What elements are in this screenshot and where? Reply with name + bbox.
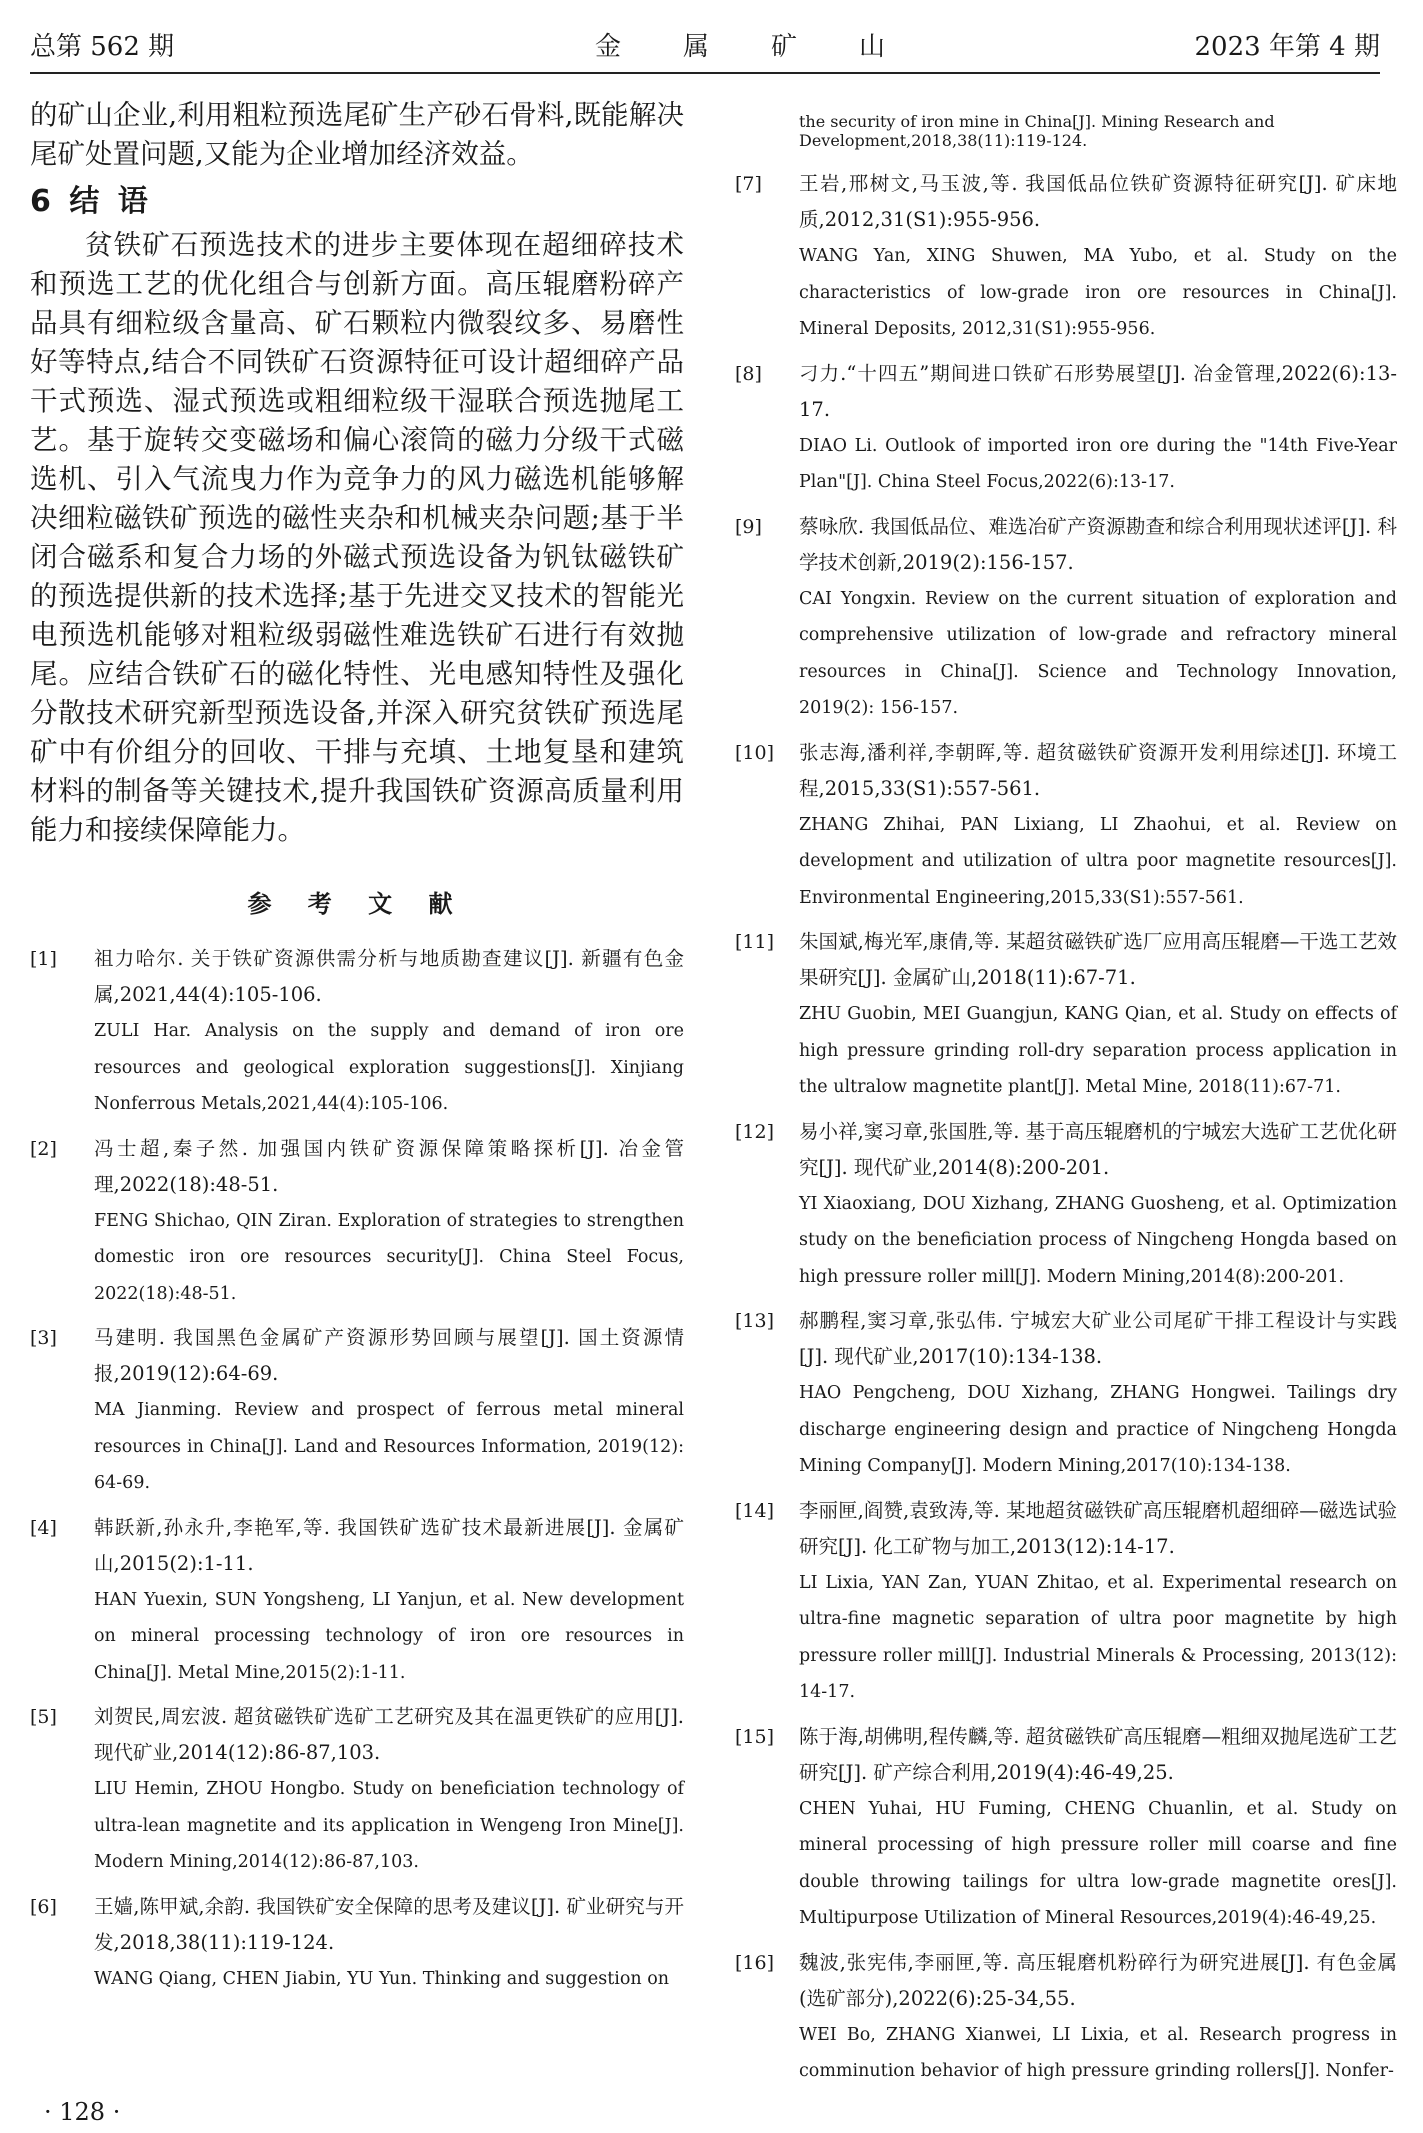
reference-zh: 王嫱,陈甲斌,余韵. 我国铁矿安全保障的思考及建议[J]. 矿业研究与开发,2018,38(11):119-124. [94, 1894, 684, 1954]
reference-item [30, 1131, 684, 1313]
reference-en: HAO Pengcheng, DOU Xizhang, ZHANG Hongwei. Tailings dry discharge engineering design and practice of Ningcheng Hongda Mining Company[J]. Modern Mining,2017(10):134-138. [799, 1383, 1397, 1476]
reference-en: WANG Qiang, CHEN Jiabin, YU Yun. Thinking and suggestion on [94, 1968, 670, 1989]
reference-number: [15] [735, 1725, 775, 1748]
reference-en: CHEN Yuhai, HU Fuming, CHENG Chuanlin, et al. Study on mineral processing of high pressure roller mill coarse and fine double throwing tailings for ultra low-grade magnetite ores[J]. Multipurpose Utilization of Mineral Resources,2019(4):46-49,25. [799, 1798, 1397, 1928]
reference-item [30, 941, 684, 1123]
reference-en: the security of iron mine in China[J]. Mining Research and Development,2018,38(11):119-124. [799, 112, 1275, 150]
left-column [30, 96, 684, 2005]
reference-en: ZHANG Zhihai, PAN Lixiang, LI Zhaohui, et al. Review on development and utilization of ultra poor magnetite resources[J]. Environmental Engineering,2015,33(S1):557-561. [799, 814, 1397, 908]
reference-number: [10] [735, 741, 775, 764]
reference-number: [11] [735, 931, 775, 953]
section-title: 6 结 语 [30, 184, 152, 219]
reference-number: [6] [30, 1895, 57, 1918]
reference-number: [1] [30, 948, 57, 970]
reference-number: [16] [735, 1951, 775, 1974]
reference-en: WANG Yan, XING Shuwen, MA Yubo, et al. Study on the characteristics of low-grade iron ore resources in China[J]. Mineral Deposits, 2012,31(S1):955-956. [799, 246, 1397, 339]
reference-item [735, 166, 1397, 348]
reference-zh: 朱国斌,梅光军,康倩,等. 某超贫磁铁矿选厂应用高压辊磨—干选工艺效果研究[J]. 金属矿山,2018(11):67-71. [799, 930, 1397, 989]
reference-number: [14] [735, 1499, 775, 1522]
reference-item [735, 1493, 1397, 1711]
reference-zh: 王岩,邢树文,马玉波,等. 我国低品位铁矿资源特征研究[J]. 矿床地质,2012,31(S1):955-956. [799, 172, 1397, 231]
reference-item [735, 1719, 1397, 1937]
reference-zh: 张志海,潘利祥,李朝晖,等. 超贫磁铁矿资源开发利用综述[J]. 环境工程,2015,33(S1):557-561. [799, 740, 1397, 800]
reference-number: [9] [735, 515, 762, 538]
reference-number: [3] [30, 1327, 57, 1349]
reference-zh: 易小祥,窦习章,张国胜,等. 基于高压辊磨机的宁城宏大选矿工艺优化研究[J]. 现代矿业,2014(8):200-201. [799, 1119, 1397, 1179]
header-rule [30, 72, 1380, 74]
reference-zh: 刁力.“十四五”期间进口铁矿石形势展望[J]. 冶金管理,2022(6):13-17. [799, 361, 1397, 421]
reference-item [30, 1320, 684, 1502]
reference-list-left [30, 941, 684, 1997]
reference-zh: 陈于海,胡佛明,程传麟,等. 超贫磁铁矿高压辊磨—粗细双抛尾选矿工艺研究[J]. 矿产综合利用,2019(4):46-49,25. [799, 1724, 1397, 1784]
reference-zh: 郝鹏程,窦习章,张弘伟. 宁城宏大矿业公司尾矿干排工程设计与实践[J]. 现代矿业,2017(10):134-138. [799, 1309, 1397, 1368]
reference-zh: 祖力哈尔. 关于铁矿资源供需分析与地质勘查建议[J]. 新疆有色金属,2021,44(4):105-106. [94, 947, 684, 1006]
conclusion-paragraph: 贫铁矿石预选技术的进步主要体现在超细碎技术和预选工艺的优化组合与创新方面。高压辊磨粉碎产品具有细粒级含量高、矿石颗粒内微裂纹多、易磨性好等特点,结合不同铁矿石资源特征可设计超细碎产品干式预选、湿式预选或粗细粒级干湿联合预选抛尾工艺。基于旋转交变磁场和偏心滚筒的磁力分级干式磁选机、引入气流曳力作为竞争力的风力磁选机能够解决细粒磁铁矿预选的磁性夹杂和机械夹杂问题;基于半闭合磁系和复合力场的外磁式预选设备为钒钛磁铁矿的预选提供新的技术选择;基于先进交叉技术的智能光电预选机能够对粗粒级弱磁性难选铁矿石进行有效抛尾。应结合铁矿石的磁化特性、光电感知特性及强化分散技术研究新型预选设备,并深入研究贫铁矿预选尾矿中有价组分的回收、干排与充填、土地复垦和建筑材料的制备等关键技术,提升我国铁矿资源高质量利用能力和接续保障能力。 [30, 229, 684, 846]
reference-number: [12] [735, 1120, 775, 1143]
reference-en: MA Jianming. Review and prospect of ferrous metal mineral resources in China[J]. Land and Resources Information, 2019(12): 64-69. [94, 1400, 684, 1493]
reference-en: WEI Bo, ZHANG Xianwei, LI Lixia, et al. Research progress in comminution behavior of high pressure grinding rollers[J]. Nonfer- [799, 2024, 1397, 2081]
reference-zh: 冯士超,秦子然. 加强国内铁矿资源保障策略探析[J]. 冶金管理,2022(18):48-51. [94, 1136, 684, 1196]
reference-en: LIU Hemin, ZHOU Hongbo. Study on beneficiation technology of ultra-lean magnetite and its application in Wengeng Iron Mine[J]. Modern Mining,2014(12):86-87,103. [94, 1779, 684, 1872]
reference-number: [4] [30, 1516, 57, 1539]
reference-item [735, 356, 1397, 501]
reference-zh: 韩跃新,孙永升,李艳军,等. 我国铁矿选矿技术最新进展[J]. 金属矿山,2015(2):1-11. [94, 1515, 684, 1575]
reference-en: LI Lixia, YAN Zan, YUAN Zhitao, et al. Experimental research on ultra-fine magnetic separation of ultra poor magnetite by high pressure roller mill[J]. Industrial Minerals & Processing, 2013(12): 14-17. [799, 1572, 1397, 1702]
reference-zh: 李丽匣,阎赞,袁致涛,等. 某地超贫磁铁矿高压辊磨机超细碎—磁选试验研究[J]. 化工矿物与加工,2013(12):14-17. [799, 1498, 1397, 1558]
reference-item [30, 1889, 684, 1998]
reference-item [735, 1114, 1397, 1296]
reference-continuation [735, 112, 1397, 150]
reference-en: ZHU Guobin, MEI Guangjun, KANG Qian, et al. Study on effects of high pressure grinding roll-dry separation process application in the ultralow magnetite plant[J]. Metal Mine, 2018(11):67-71. [799, 1004, 1397, 1097]
reference-en: FENG Shichao, QIN Ziran. Exploration of strategies to strengthen domestic iron ore resources security[J]. China Steel Focus, 2022(18):48-51. [94, 1210, 684, 1304]
reference-number: [5] [30, 1706, 57, 1728]
reference-item [735, 509, 1397, 727]
issue-year: 2023 年第 4 期 [1194, 32, 1380, 62]
reference-en: ZULI Har. Analysis on the supply and demand of iron ore resources and geological exploration suggestions[J]. Xinjiang Nonferrous Metals,2021,44(4):105-106. [94, 1021, 684, 1114]
reference-number: [13] [735, 1310, 775, 1332]
reference-number: [2] [30, 1137, 57, 1160]
reference-en: CAI Yongxin. Review on the current situation of exploration and comprehensive utilization of low-grade and refractory mineral resources in China[J]. Science and Technology Innovation, 2019(2): 156-157. [799, 588, 1397, 718]
reference-number: [7] [735, 173, 762, 195]
reference-zh: 蔡咏欣. 我国低品位、难选冶矿产资源勘查和综合利用现状述评[J]. 科学技术创新,2019(2):156-157. [799, 514, 1397, 574]
reference-list-right [735, 166, 1397, 2090]
reference-zh: 马建明. 我国黑色金属矿产资源形势回顾与展望[J]. 国土资源情报,2019(12):64-69. [94, 1326, 684, 1385]
page-number: · 128 · [44, 2098, 121, 2126]
reference-en: YI Xiaoxiang, DOU Xizhang, ZHANG Guosheng, et al. Optimization study on the beneficiation process of Ningcheng Hongda based on high pressure roller mill[J]. Modern Mining,2014(8):200-201. [799, 1193, 1397, 1287]
reference-item [735, 1303, 1397, 1485]
reference-en: HAN Yuexin, SUN Yongsheng, LI Yanjun, et al. New development on mineral processing technology of iron ore resources in China[J]. Metal Mine,2015(2):1-11. [94, 1589, 684, 1683]
reference-number: [8] [735, 362, 762, 385]
journal-name: 金属矿山 [595, 32, 948, 62]
intro-paragraph: 的矿山企业,利用粗粒预选尾矿生产砂石骨料,既能解决尾矿处置问题,又能为企业增加经济效益。 [30, 99, 684, 170]
reference-en: DIAO Li. Outlook of imported iron ore during the "14th Five-Year Plan"[J]. China Steel Focus,2022(6):13-17. [799, 435, 1397, 492]
reference-item [30, 1699, 684, 1881]
reference-item [30, 1510, 684, 1692]
reference-zh: 魏波,张宪伟,李丽匣,等. 高压辊磨机粉碎行为研究进展[J]. 有色金属(选矿部分),2022(6):25-34,55. [799, 1950, 1397, 2010]
issue-total: 总第 562 期 [30, 32, 175, 62]
running-header [30, 26, 1380, 66]
right-column [735, 96, 1397, 2098]
reference-item [735, 1945, 1397, 2090]
reference-item [735, 735, 1397, 917]
references-title: 参 考 文 献 [247, 890, 467, 918]
reference-item [735, 924, 1397, 1106]
reference-zh: 刘贺民,周宏波. 超贫磁铁矿选矿工艺研究及其在温更铁矿的应用[J]. 现代矿业,2014(12):86-87,103. [94, 1705, 684, 1764]
